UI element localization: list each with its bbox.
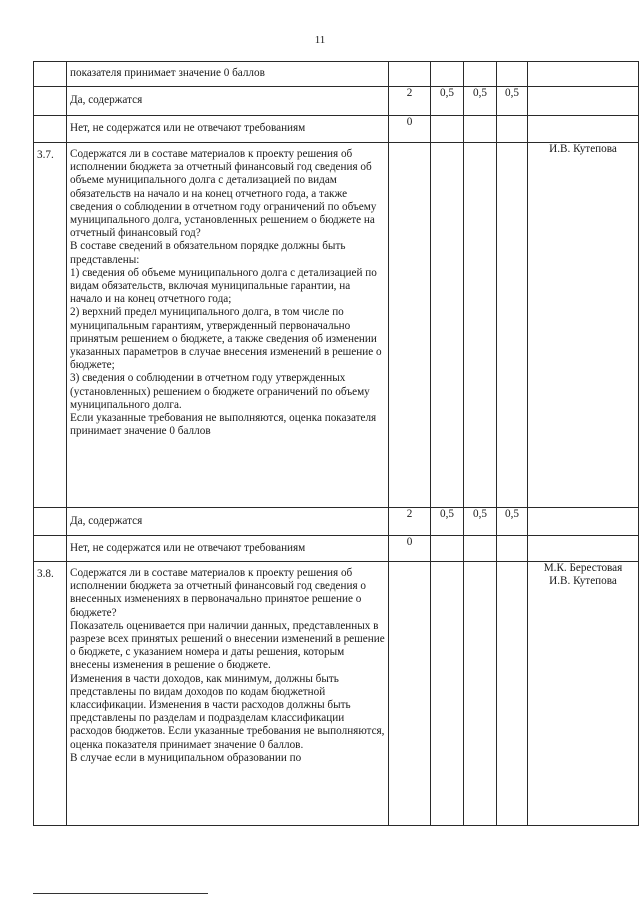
responsible-name: И.В. Кутепова bbox=[549, 143, 617, 155]
row-score: 2 bbox=[389, 508, 431, 536]
row-number bbox=[34, 116, 67, 143]
row-text: Да, содержатся bbox=[67, 87, 389, 116]
row-number bbox=[34, 536, 67, 562]
text-paragraph: 3) сведения о соблюдении в отчетном году утвержденных (установленных) решением о бюджете ограничений по объему муниципального долга. bbox=[70, 372, 370, 411]
table-row bbox=[34, 62, 639, 87]
row-coef-3 bbox=[497, 536, 528, 562]
row-coef-3: 0,5 bbox=[497, 508, 528, 536]
row-coef-3 bbox=[497, 143, 528, 508]
row-coef-2: 0,5 bbox=[464, 87, 497, 116]
text-paragraph: В случае если в муниципальном образовании по bbox=[70, 751, 302, 764]
row-coef-1 bbox=[431, 143, 464, 508]
row-coef-3: 0,5 bbox=[497, 87, 528, 116]
table-row bbox=[34, 143, 639, 508]
row-responsible bbox=[528, 116, 639, 143]
row-score: 0 bbox=[389, 116, 431, 143]
row-coef-2 bbox=[464, 562, 497, 826]
row-responsible bbox=[528, 536, 639, 562]
row-text: Да, содержатся bbox=[67, 508, 389, 536]
table-row bbox=[34, 508, 639, 536]
row-number bbox=[34, 87, 67, 116]
row-coef-1 bbox=[431, 116, 464, 143]
row-responsible bbox=[528, 143, 639, 508]
row-responsible bbox=[528, 87, 639, 116]
row-text: показателя принимает значение 0 баллов bbox=[67, 62, 389, 87]
table-row bbox=[34, 87, 639, 116]
text-paragraph: 2) верхний предел муниципального долга, в том числе по муниципальным гарантиям, утвержденный первоначально принятым решением о бюджете, а также сведения об изменении указанных параметров в случае внесения изменений в решение о бюджете; bbox=[70, 306, 382, 372]
table-row bbox=[34, 536, 639, 562]
criteria-table bbox=[33, 61, 639, 826]
table-row bbox=[34, 116, 639, 143]
row-coef-1 bbox=[431, 562, 464, 826]
row-coef-1 bbox=[431, 62, 464, 87]
row-number bbox=[34, 508, 67, 536]
responsible-name: И.В. Кутепова bbox=[549, 575, 617, 588]
row-score bbox=[389, 143, 431, 508]
row-coef-2 bbox=[464, 62, 497, 87]
row-text bbox=[67, 143, 389, 508]
text-paragraph: В составе сведений в обязательном порядке должны быть представлены: bbox=[70, 240, 346, 266]
row-coef-1: 0,5 bbox=[431, 508, 464, 536]
row-text bbox=[67, 562, 389, 826]
row-text-body bbox=[70, 148, 385, 438]
row-text: Нет, не содержатся или не отвечают требованиям bbox=[67, 116, 389, 143]
text-paragraph: Изменения в части доходов, как минимум, должны быть представлены по видам доходов по кодам бюджетной классификации. Изменения в части расходов должны быть представлены по разделам и подразделам классификации расходов бюджетов. Если указанные требования не выполняются, оценка показателя принимает значение 0 баллов. bbox=[70, 672, 385, 751]
row-number: 3.8. bbox=[34, 562, 67, 826]
row-responsible bbox=[528, 562, 639, 826]
row-number bbox=[34, 62, 67, 87]
footnote-rule bbox=[33, 893, 208, 894]
text-paragraph: Если указанные требования не выполняются, оценка показателя принимает значение 0 баллов bbox=[70, 412, 377, 438]
row-score bbox=[389, 62, 431, 87]
row-coef-2 bbox=[464, 536, 497, 562]
row-text: Нет, не содержатся или не отвечают требованиям bbox=[67, 536, 389, 562]
row-coef-1 bbox=[431, 536, 464, 562]
row-coef-2 bbox=[464, 116, 497, 143]
row-number: 3.7. bbox=[34, 143, 67, 508]
text-paragraph: Содержатся ли в составе материалов к проекту решения об исполнении бюджета за отчетный финансовый год сведения об объеме муниципального долга с детализацией по видам обязательств на начало и на конец отчетного года, а также сведения о соблюдении в отчетном году ограничений по объему муниципального долга, установленных решением о бюджете на отчетный финансовый год? bbox=[70, 148, 377, 240]
page-number: 11 bbox=[314, 34, 326, 46]
row-score: 2 bbox=[389, 87, 431, 116]
row-coef-1: 0,5 bbox=[431, 87, 464, 116]
text-paragraph: Показатель оценивается при наличии данных, представленных в разрезе всех принятых решений о внесении изменений в решение о бюджете, с указанием номера и даты решения, которым внесены изменения в решение о бюджете. bbox=[70, 619, 385, 672]
row-coef-2: 0,5 bbox=[464, 508, 497, 536]
row-coef-3 bbox=[497, 62, 528, 87]
responsible-name: М.К. Берестовая bbox=[543, 562, 623, 574]
row-score bbox=[389, 562, 431, 826]
row-responsible bbox=[528, 62, 639, 87]
row-text-body bbox=[70, 567, 385, 765]
row-score: 0 bbox=[389, 536, 431, 562]
table-row bbox=[34, 562, 639, 826]
text-paragraph: 1) сведения об объеме муниципального долга с детализацией по видам обязательств, включая муниципальные гарантии, на начало и на конец отчетного года; bbox=[70, 266, 377, 306]
row-responsible bbox=[528, 508, 639, 536]
row-coef-3 bbox=[497, 116, 528, 143]
row-coef-3 bbox=[497, 562, 528, 826]
row-coef-2 bbox=[464, 143, 497, 508]
text-paragraph: Содержатся ли в составе материалов к проекту решения об исполнении бюджета за отчетный финансовый год сведения о внесенных изменениях в первоначально принятое решение о бюджете? bbox=[70, 567, 367, 619]
